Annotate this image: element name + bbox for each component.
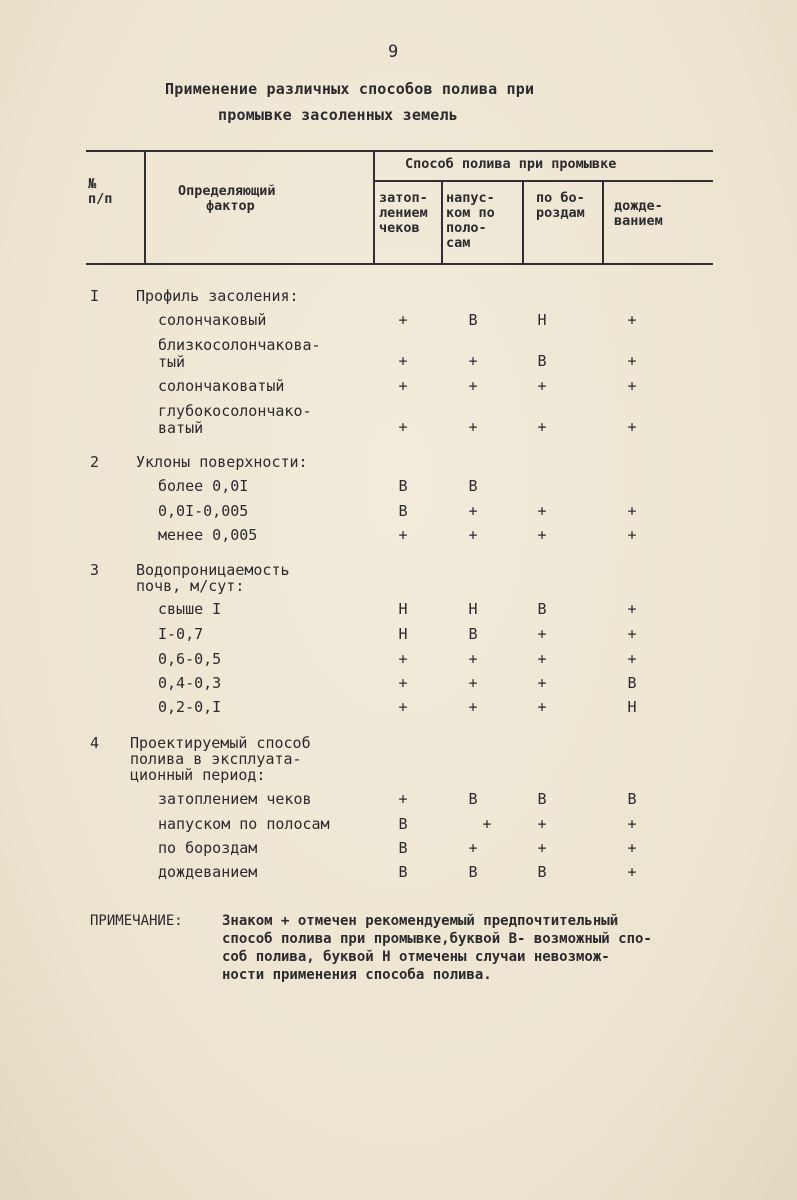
row-label: 0,4-0,3: [158, 674, 222, 692]
cell-mark: +: [398, 650, 408, 668]
col-divider-3: [602, 180, 604, 263]
cell-mark: +: [627, 600, 637, 618]
cell-mark: В: [398, 839, 408, 857]
cell-mark: В: [398, 502, 408, 520]
table-title-line-1: Применение различных способов полива при: [165, 80, 535, 98]
cell-mark: +: [537, 502, 547, 520]
cell-mark: +: [398, 352, 408, 370]
cell-mark: Н: [398, 625, 408, 643]
note-line-3: соб полива, буквой Н отмечены случаи невозмож-: [222, 949, 610, 965]
row-label: 0,0I-0,005: [158, 502, 249, 520]
cell-mark: +: [468, 377, 478, 395]
header-col-4-l1: дожде-: [614, 198, 663, 214]
cell-mark: +: [627, 311, 637, 329]
header-factor-line-2: фактор: [206, 198, 255, 214]
cell-mark: +: [627, 863, 637, 881]
note-line-1: Знаком + отмечен рекомендуемый предпочтительный: [222, 913, 619, 929]
cell-mark: +: [468, 502, 478, 520]
cell-mark: В: [398, 815, 408, 833]
cell-mark: +: [537, 839, 547, 857]
cell-mark: +: [468, 650, 478, 668]
cell-mark: +: [537, 698, 547, 716]
row-label: свыше I: [158, 600, 222, 618]
header-col-3-l2: роздам: [536, 205, 585, 221]
row-label: менее 0,005: [158, 526, 258, 544]
section-1-title: Профиль засоления:: [136, 287, 299, 305]
row-label: напуском по полосам: [158, 815, 330, 833]
row-label: по бороздам: [158, 839, 258, 857]
row-label: 0,6-0,5: [158, 650, 222, 668]
row-label: близкосолончакова-: [158, 336, 321, 354]
cell-mark: +: [627, 502, 637, 520]
note-label: ПРИМЕЧАНИЕ:: [90, 913, 183, 929]
col-divider-num: [144, 152, 146, 263]
cell-mark: +: [468, 674, 478, 692]
cell-mark: +: [627, 650, 637, 668]
cell-mark: Н: [398, 600, 408, 618]
section-3-title-l1: Водопроницаемость: [136, 561, 290, 579]
cell-mark: +: [398, 674, 408, 692]
cell-mark: В: [537, 600, 547, 618]
cell-mark: В: [468, 625, 478, 643]
cell-mark: В: [468, 311, 478, 329]
cell-mark: +: [398, 418, 408, 436]
header-bottom-rule: [86, 263, 713, 265]
cell-mark: +: [537, 418, 547, 436]
cell-mark: +: [468, 352, 478, 370]
header-col-1-l2: лением: [379, 205, 428, 221]
cell-mark: +: [398, 311, 408, 329]
cell-mark: В: [537, 863, 547, 881]
cell-mark: +: [468, 698, 478, 716]
section-4-title-l3: ционный период:: [130, 766, 266, 784]
method-group-rule: [373, 180, 713, 182]
header-factor-line-1: Определяющий: [178, 183, 276, 199]
page-number: 9: [388, 42, 399, 62]
section-4-title-l2: полива в эксплуата-: [130, 750, 302, 768]
cell-mark: +: [537, 674, 547, 692]
header-col-1-l1: затоп-: [379, 190, 428, 206]
cell-mark: +: [468, 526, 478, 544]
row-label: затоплением чеков: [158, 790, 312, 808]
cell-mark: +: [537, 526, 547, 544]
cell-mark: В: [468, 477, 478, 495]
cell-mark: В: [398, 477, 408, 495]
cell-mark: Н: [627, 698, 637, 716]
cell-mark: В: [468, 790, 478, 808]
section-1-number: I: [90, 287, 100, 305]
cell-mark: +: [398, 526, 408, 544]
cell-mark: +: [482, 815, 492, 833]
header-num-symbol: №: [88, 176, 97, 192]
row-label: солончаковый: [158, 311, 267, 329]
cell-mark: +: [627, 377, 637, 395]
note-line-4: ности применения способа полива.: [222, 967, 492, 983]
cell-mark: В: [398, 863, 408, 881]
cell-mark: +: [537, 625, 547, 643]
cell-mark: +: [627, 815, 637, 833]
section-4-title-l1: Проектируемый способ: [130, 734, 311, 752]
col-divider-2: [522, 180, 524, 263]
cell-mark: В: [468, 863, 478, 881]
row-label: 0,2-0,I: [158, 698, 222, 716]
header-col-4-l2: ванием: [614, 213, 663, 229]
cell-mark: +: [627, 352, 637, 370]
cell-mark: +: [627, 625, 637, 643]
cell-mark: Н: [537, 311, 547, 329]
section-2-title: Уклоны поверхности:: [136, 453, 308, 471]
cell-mark: +: [537, 650, 547, 668]
section-3-number: 3: [90, 561, 100, 579]
header-col-2-l1: напус-: [446, 190, 495, 206]
header-col-2-l2: ком по: [446, 205, 495, 221]
note-line-2: способ полива при промывке,буквой В- возможный спо-: [222, 931, 652, 947]
cell-mark: В: [627, 674, 637, 692]
col-divider-1: [441, 180, 443, 263]
header-col-2-l3: поло-: [446, 220, 487, 236]
table-title-line-2: промывке засоленных земель: [218, 106, 458, 124]
col-divider-factor: [373, 152, 375, 263]
cell-mark: В: [537, 352, 547, 370]
header-col-1-l3: чеков: [379, 220, 420, 236]
cell-mark: +: [537, 377, 547, 395]
cell-mark: +: [398, 790, 408, 808]
cell-mark: Н: [468, 600, 478, 618]
cell-mark: +: [468, 839, 478, 857]
header-method-group: Способ полива при промывке: [405, 156, 617, 172]
row-label: солончаковатый: [158, 377, 285, 395]
cell-mark: В: [627, 790, 637, 808]
row-label: I-0,7: [158, 625, 204, 643]
cell-mark: +: [627, 526, 637, 544]
cell-mark: В: [537, 790, 547, 808]
table-top-rule: [86, 150, 713, 152]
cell-mark: +: [398, 698, 408, 716]
cell-mark: +: [627, 418, 637, 436]
section-3-title-l2: почв, м/сут:: [136, 577, 245, 595]
row-label: глубокосолончако-: [158, 402, 312, 420]
header-col-3-l1: по бо-: [536, 190, 585, 206]
row-label: дождеванием: [158, 863, 258, 881]
header-col-2-l4: сам: [446, 235, 471, 251]
header-num-label: п/п: [88, 191, 113, 207]
row-label: более 0,0I: [158, 477, 249, 495]
row-label-cont: тый: [158, 353, 186, 371]
cell-mark: +: [537, 815, 547, 833]
row-label-cont: ватый: [158, 419, 204, 437]
section-2-number: 2: [90, 453, 100, 471]
cell-mark: +: [398, 377, 408, 395]
cell-mark: +: [468, 418, 478, 436]
cell-mark: +: [627, 839, 637, 857]
section-4-number: 4: [90, 734, 100, 752]
